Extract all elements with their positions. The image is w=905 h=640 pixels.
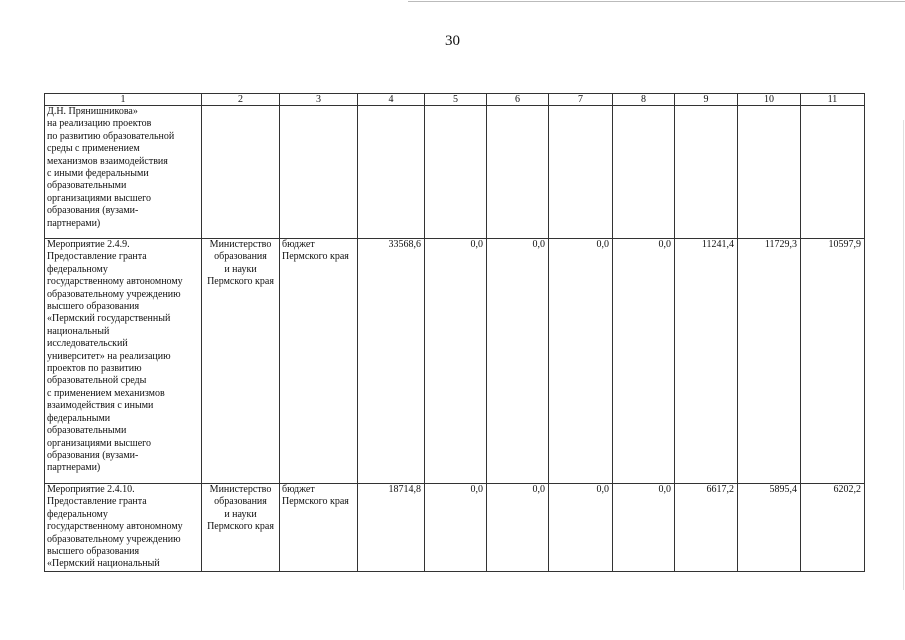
activity-name-line: образовательному учреждению	[47, 533, 181, 545]
scan-edge-line	[408, 1, 905, 2]
funding-source-line: бюджет	[282, 484, 315, 495]
scan-edge-line-right	[903, 120, 904, 590]
header-cell: 2	[202, 94, 280, 106]
header-cell: 11	[801, 94, 865, 106]
activity-name-line: федеральному	[47, 508, 108, 520]
value-cell: 0,0	[425, 484, 487, 572]
executor-cell	[202, 106, 280, 239]
header-cell: 10	[738, 94, 801, 106]
activity-name-line: федеральными	[47, 412, 111, 424]
value-cell: 5895,4	[738, 484, 801, 572]
table-row	[45, 239, 865, 484]
funding-source-line: Пермского края	[282, 251, 349, 263]
value-cell	[675, 106, 738, 239]
page-number: 30	[445, 33, 460, 49]
activity-name-cell	[45, 239, 202, 484]
activity-name-cell	[45, 106, 202, 239]
value-cell: 11241,4	[675, 239, 738, 484]
activity-name-line: образовательными	[47, 180, 127, 192]
executor-line: и науки	[224, 263, 257, 275]
value-cell: 0,0	[613, 239, 675, 484]
value-cell: 11729,3	[738, 239, 801, 484]
executor-line: Пермского края	[207, 276, 274, 288]
executor-cell	[202, 484, 280, 572]
activity-name-line: механизмов взаимодействия	[47, 155, 168, 167]
table-row	[45, 106, 865, 239]
activity-name-line: образовательными	[47, 425, 127, 437]
header-cell: 6	[487, 94, 549, 106]
executor-line: Министерство	[209, 484, 272, 495]
activity-name-line: университет» на реализацию	[47, 350, 171, 362]
activity-name-line: Мероприятие 2.4.9.	[47, 239, 130, 250]
executor-line: образования	[214, 496, 267, 508]
executor-line: Министерство	[209, 239, 272, 250]
value-cell: 0,0	[549, 239, 613, 484]
value-cell: 0,0	[425, 239, 487, 484]
executor-line: образования	[214, 251, 267, 263]
activity-name-line: взаимодействия с иными	[47, 400, 154, 412]
activity-name-line: образовательному учреждению	[47, 288, 181, 300]
activity-name-line: с применением механизмов	[47, 387, 165, 399]
activity-name-line: высшего образования	[47, 301, 140, 313]
activity-name-line: Предоставление гранта	[47, 251, 147, 263]
value-cell	[425, 106, 487, 239]
header-cell: 8	[613, 94, 675, 106]
activity-name-line: исследовательский	[47, 338, 128, 350]
activity-name-line: организациями высшего	[47, 192, 151, 204]
funding-source-cell	[280, 106, 358, 239]
value-cell: 6617,2	[675, 484, 738, 572]
value-cell: 6202,2	[801, 484, 865, 572]
activity-name-line: национальный	[47, 325, 110, 337]
table-row	[45, 484, 865, 572]
activity-name-line: с иными федеральными	[47, 168, 149, 180]
value-cell	[358, 106, 425, 239]
header-cell: 1	[45, 94, 202, 106]
value-cell: 10597,9	[801, 239, 865, 484]
activity-name-cell	[45, 484, 202, 572]
header-row	[45, 94, 865, 106]
funding-source-line: бюджет	[282, 239, 315, 250]
activity-name-line: «Пермский национальный	[47, 558, 160, 570]
activity-name-line: федеральному	[47, 263, 108, 275]
activity-name-line: по развитию образовательной	[47, 130, 175, 142]
header-cell: 3	[280, 94, 358, 106]
funding-source-cell	[280, 239, 358, 484]
activity-name-line: образовательной среды	[47, 375, 147, 387]
activity-name-line: «Пермский государственный	[47, 313, 171, 325]
executor-line: Пермского края	[207, 521, 274, 533]
activity-name-line: партнерами)	[47, 462, 101, 474]
value-cell: 0,0	[487, 484, 549, 572]
activity-name-line: образования (вузами-	[47, 205, 139, 217]
activity-name-line: государственному автономному	[47, 521, 183, 533]
activity-name-line: проектов по развитию	[47, 363, 142, 375]
executor-cell	[202, 239, 280, 484]
activity-name-line: образования (вузами-	[47, 449, 139, 461]
value-cell: 0,0	[549, 484, 613, 572]
header-cell: 7	[549, 94, 613, 106]
activity-name-line: организациями высшего	[47, 437, 151, 449]
activity-name-line: партнерами)	[47, 217, 101, 229]
value-cell	[613, 106, 675, 239]
activity-name-line: Мероприятие 2.4.10.	[47, 484, 135, 495]
header-cell: 9	[675, 94, 738, 106]
value-cell	[738, 106, 801, 239]
value-cell: 18714,8	[358, 484, 425, 572]
header-cell: 5	[425, 94, 487, 106]
program-table	[44, 93, 865, 572]
activity-name-line: Предоставление гранта	[47, 496, 147, 508]
activity-name-line: Д.Н. Прянишникова»	[47, 106, 138, 117]
activity-name-line: высшего образования	[47, 546, 140, 558]
value-cell	[801, 106, 865, 239]
executor-line: и науки	[224, 508, 257, 520]
header-cell: 4	[358, 94, 425, 106]
activity-name-line: на реализацию проектов	[47, 118, 152, 130]
value-cell: 0,0	[613, 484, 675, 572]
value-cell	[487, 106, 549, 239]
value-cell	[549, 106, 613, 239]
value-cell: 0,0	[487, 239, 549, 484]
activity-name-line: среды с применением	[47, 143, 140, 155]
funding-source-cell	[280, 484, 358, 572]
funding-source-line: Пермского края	[282, 496, 349, 508]
value-cell: 33568,6	[358, 239, 425, 484]
activity-name-line: государственному автономному	[47, 276, 183, 288]
